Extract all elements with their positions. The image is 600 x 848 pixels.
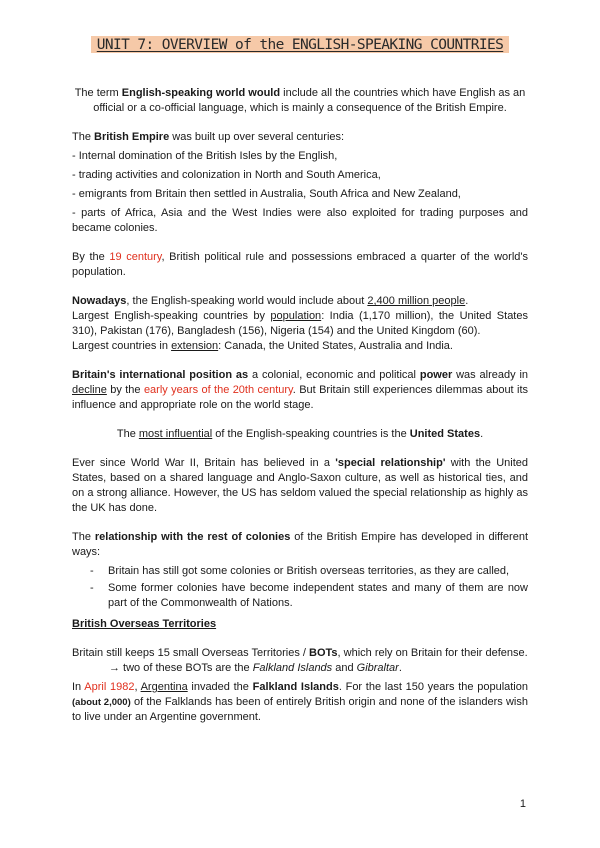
population-paragraph: Largest English-speaking countries by population: India (1,170 million), the United States 310), Pakistan (176), Bangladesh (156), Nigeria (154) and the United Kingdom (60). [72,310,528,337]
page-number: 1 [519,798,526,810]
bots-paragraph: Britain still keeps 15 small Overseas Territories / BOTs, which rely on Britain for their defense. [72,647,528,659]
empire-item: - trading activities and colonization in North and South America, [72,169,381,181]
extension-paragraph: Largest countries in extension: Canada, the United States, Australia and India. [72,340,453,352]
falklands-paragraph: In April 1982, Argentina invaded the Falkland Islands. For the last 150 years the population (about 2,000) of the Falklands has been of entirely British origin and none of the islanders wish to live under an Argentine government. [72,681,528,723]
page-title: UNIT 7: OVERVIEW of the ENGLISH-SPEAKING COUNTRIES [91,36,510,53]
empire-item: - Internal domination of the British Isles by the English, [72,150,338,162]
section-heading: British Overseas Territories [72,618,217,630]
bots-examples: → two of these BOTs are the Falkland Islands and Gibraltar. [109,662,402,674]
empire-item: - parts of Africa, Asia and the West Indies were also exploited for trading purposes and became colonies. [72,207,528,234]
colonies-list [72,564,528,611]
list-item: - Britain has still got some colonies or British overseas territories, as they are called, [90,565,510,577]
position-paragraph: Britain's international position as a colonial, economic and political power was already in decline by the early years of the 20th century. But Britain still experiences dilemmas about its influence and appropriate role on the world stage. [72,369,529,411]
century-paragraph: By the 19 century, British political rule and possessions embraced a quarter of the world's population. [72,251,528,278]
empire-paragraph: The British Empire was built up over several centuries: [72,131,345,143]
intro-paragraph: The term English-speaking world would include all the countries which have English as an official or a co-official language, which is mainly a consequence of the British Empire. [74,87,526,114]
document-body [72,86,528,725]
special-relationship-paragraph: Ever since World War II, Britain has believed in a 'special relationship' with the United States, based on a shared language and Anglo-Saxon culture, as well as historical ties, and on a strong alliance. However, the US has seldom valued the special relationship as highly as the UK has done. [72,457,528,514]
list-item: - Some former colonies have become independent states and many of them are now part of the Commonwealth of Nations. [90,582,528,609]
nowadays-paragraph: Nowadays, the English-speaking world would include about 2,400 million people. [72,295,469,307]
colonies-paragraph: The relationship with the rest of colonies of the British Empire has developed in different ways: [72,531,528,558]
influential-paragraph: The most influential of the English-speaking countries is the United States. [116,428,484,440]
empire-item: - emigrants from Britain then settled in Australia, South Africa and New Zealand, [72,188,461,200]
